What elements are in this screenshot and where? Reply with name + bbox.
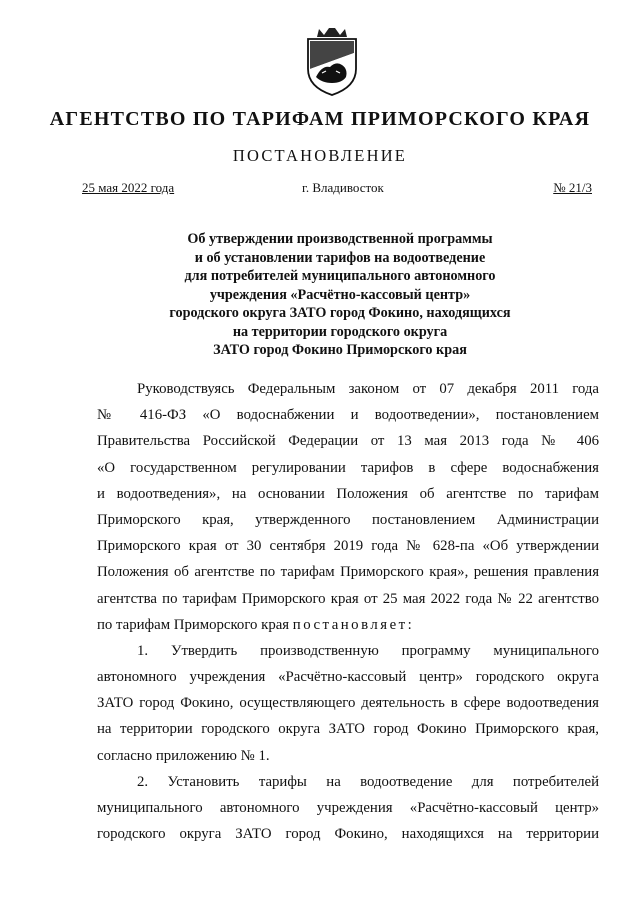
body-line [97, 612, 599, 638]
agency-name: АГЕНТСТВО ПО ТАРИФАМ ПРИМОРСКОГО КРАЯ [49, 108, 591, 130]
title-line: городского округа ЗАТО город Фокино, находящихся [169, 305, 511, 321]
body-line: на территории городского округа ЗАТО город Фокино Приморского края, [97, 721, 599, 738]
body-line: Приморского края, утвержденного постановлением Администрации [97, 511, 599, 528]
body-line: 2. Установить тарифы на водоотведение для потребителей [137, 773, 599, 790]
body-line: автономного учреждения «Расчётно-кассовый центр» городского округа [97, 669, 599, 686]
body-line: Руководствуясь Федеральным законом от 07 декабря 2011 года [137, 381, 599, 397]
body-line: муниципального автономного учреждения «Расчётно-кассовый центр» [97, 800, 599, 816]
body-line: ЗАТО город Фокино, осуществляющего деятельность в сфере водоотведения [97, 695, 599, 712]
document-place: г. Владивосток [302, 180, 384, 195]
document-date: 25 мая 2022 года [82, 180, 175, 195]
coat-of-arms-emblem [302, 25, 362, 97]
title-line: на территории городского округа [232, 323, 448, 340]
body-line: 1. Утвердить производственную программу муниципального [137, 642, 599, 659]
body-line: Приморского края от 30 сентября 2019 года № 628-па «Об утверждении [97, 538, 599, 555]
body-line: согласно приложению № 1. [97, 747, 270, 764]
title-line: учреждения «Расчётно-кассовый центр» [209, 286, 471, 303]
document-title [100, 230, 580, 360]
title-line: ЗАТО город Фокино Приморского края [213, 342, 467, 358]
body-line: № 416-ФЗ «О водоснабжении и водоотведении», постановлением [97, 407, 599, 424]
document-number: № 21/3 [553, 180, 592, 195]
document-body [97, 376, 599, 847]
body-line: и водоотведения», на основании Положения об агентстве по тарифам [97, 485, 599, 502]
body-line: Положения об агентстве по тарифам Приморского края», решения правления [97, 564, 599, 581]
title-line: Об утверждении производственной программы [187, 231, 493, 247]
document-type: ПОСТАНОВЛЕНИЕ [232, 146, 408, 165]
body-line-text: по тарифам Приморского края [97, 616, 290, 633]
body-line: городского округа ЗАТО город Фокино, находящихся на территории [97, 826, 599, 843]
body-line: «О государственном регулировании тарифов в сфере водоснабжения [97, 459, 599, 476]
decree-word: постановляет: [292, 616, 415, 633]
title-line: для потребителей муниципального автономного [184, 268, 496, 284]
body-line: агентства по тарифам Приморского края от 25 мая 2022 года № 22 агентство [97, 590, 599, 607]
title-line: и об установлении тарифов на водоотведение [194, 249, 486, 266]
body-line: Правительства Российской Федерации от 13 мая 2013 года № 406 [97, 433, 599, 450]
